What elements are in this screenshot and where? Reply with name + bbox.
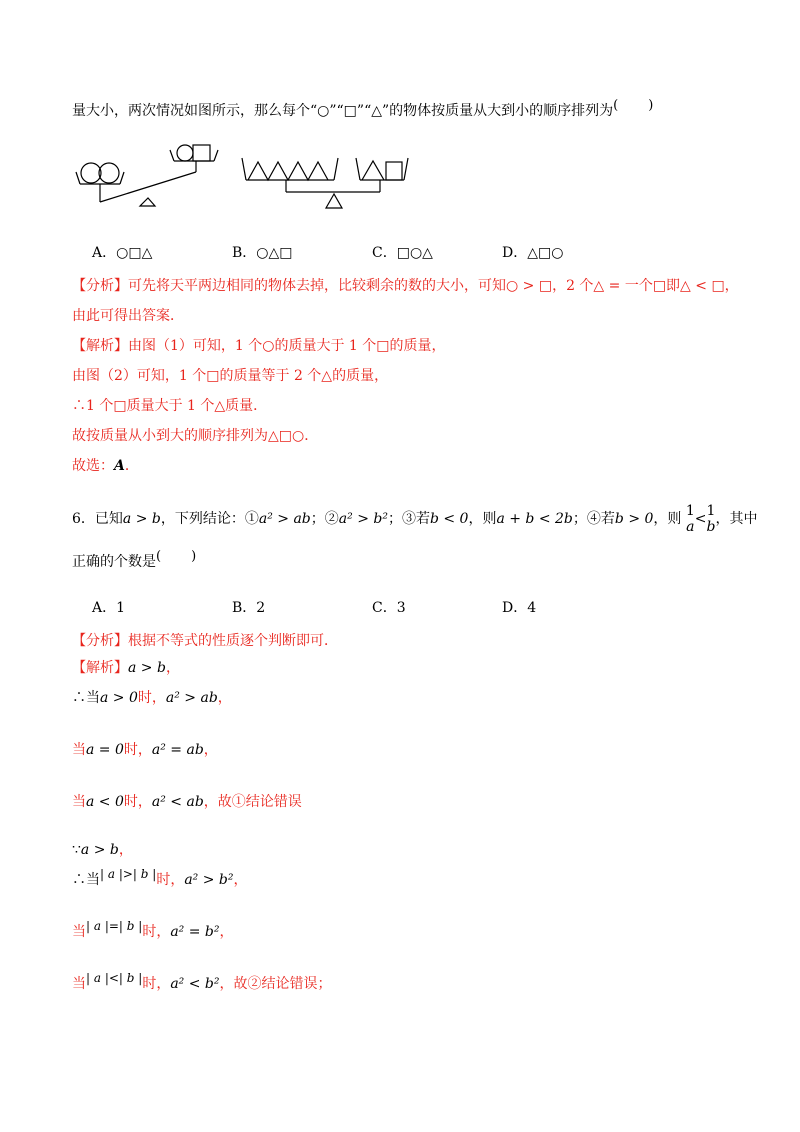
step-end: ，故①结论错误	[203, 794, 302, 810]
q6-answer-paren-close: )	[191, 549, 197, 564]
option-letter: C．	[372, 245, 397, 261]
step-condition: a > 0	[100, 690, 138, 706]
q6-conclusion-3-cond: b < 0	[429, 511, 469, 527]
option-letter: B．	[232, 245, 257, 261]
q6-conclusion-1: a² > ab	[258, 511, 311, 527]
step-mid: 时，	[123, 742, 152, 758]
q6-solution-head: 【解析】a > b，	[72, 660, 180, 676]
q6-fraction-1-over-a	[686, 503, 695, 535]
q6-step-4	[72, 840, 133, 860]
q6-line2-text: 正确的个数是	[72, 554, 156, 570]
q5-analysis-line-1: 【分析】可先将天平两边相同的物体去掉，比较剩余的数的大小，可知○ > □，2 个△ = 一个□即△ < □，	[72, 278, 739, 294]
q6-step-6	[72, 919, 234, 942]
option-letter: D．	[502, 600, 528, 616]
q5-stem-text: 量大小，两次情况如图所示，那么每个“○”“□”“△”的物体按质量从大到小的顺序排列为	[72, 103, 614, 119]
step-prefix: 当	[72, 794, 86, 810]
q5-answer-paren-open: (	[613, 98, 619, 113]
q6-sep-4b: ，则	[653, 511, 682, 527]
q6-step-1	[72, 688, 232, 708]
fraction-denominator: a	[686, 519, 695, 535]
step-prefix: 当	[72, 924, 86, 940]
option-text: □○△	[396, 245, 433, 261]
step-prefix: ∴当	[72, 872, 100, 888]
step-mid: 时，	[142, 976, 171, 992]
q6-option-a[interactable]	[92, 598, 125, 618]
q6-answer-paren-open: (	[156, 549, 162, 564]
balance-figure-1	[72, 140, 232, 215]
q6-conclusion-4-cond: b > 0	[614, 511, 654, 527]
option-text: △□○	[527, 245, 564, 261]
choice-letter: A	[114, 458, 125, 474]
q5-choice-line	[72, 456, 139, 476]
step-condition: a < 0	[86, 794, 124, 810]
step-mid: 时，	[156, 872, 185, 888]
q6-conclusion-3: a + b < 2b	[496, 511, 573, 527]
step-condition: | a |=| b |	[86, 919, 143, 933]
step-condition: | a |>| b |	[100, 867, 157, 881]
step-end: ，	[118, 842, 133, 858]
step-result: a² > b²	[184, 872, 234, 888]
q6-step-3	[72, 792, 302, 812]
step-result: a² = b²	[170, 924, 220, 940]
option-letter: C．	[372, 600, 397, 616]
q6-given: a > b	[122, 511, 161, 527]
q5-analysis-line-2: 由此可得出答案．	[72, 308, 184, 324]
step-result: a² = ab	[151, 742, 204, 758]
step-end: ，	[217, 690, 232, 706]
q6-step-2	[72, 740, 218, 760]
step-condition: | a |<| b |	[86, 971, 143, 985]
step-end: ，	[203, 742, 218, 758]
fraction-numerator: 1	[706, 503, 716, 519]
step-mid: 时，	[123, 794, 152, 810]
step-prefix: 当	[72, 742, 86, 758]
step-mid: 时，	[137, 690, 166, 706]
option-letter: A．	[92, 600, 117, 616]
q6-sep-3: ；③若	[387, 511, 430, 527]
step-end: ，	[233, 872, 248, 888]
q5-option-c[interactable]	[372, 243, 433, 263]
option-letter: A．	[92, 245, 117, 261]
choice-suffix: ．	[124, 458, 139, 474]
q5-answer-paren-close: )	[648, 98, 654, 113]
solution-given: a > b	[128, 660, 166, 676]
step-prefix: ∵	[72, 842, 81, 858]
q5-solution-line-1: 【解析】由图（1）可知，1 个○的质量大于 1 个□的质量，	[72, 338, 446, 354]
q5-stem	[72, 98, 654, 122]
choice-prefix: 故选：	[72, 458, 114, 474]
option-text: 4	[527, 600, 537, 616]
option-letter: D．	[502, 245, 528, 261]
q5-solution-line-4: 故按质量从小到大的顺序排列为△□○．	[72, 428, 319, 444]
q6-option-b[interactable]	[232, 598, 265, 618]
q6-mid: ，下列结论：①	[160, 511, 259, 527]
q6-analysis: 【分析】根据不等式的性质逐个判断即可．	[72, 633, 338, 649]
q5-solution-line-3: ∴1 个□质量大于 1 个△质量．	[72, 398, 268, 414]
q5-option-d[interactable]	[502, 243, 563, 263]
step-end: ，	[219, 924, 234, 940]
q6-tail: ，其中	[715, 511, 758, 527]
step-mid: 时，	[142, 924, 171, 940]
q6-less-than: <	[694, 511, 707, 527]
step-result: a² < b²	[170, 976, 220, 992]
option-text: ○△□	[256, 245, 293, 261]
q6-sep-3b: ，则	[468, 511, 497, 527]
step-condition: a > b	[80, 842, 119, 858]
q6-conclusion-2: a² > b²	[338, 511, 388, 527]
step-condition: a = 0	[86, 742, 124, 758]
solution-head: 【解析】	[72, 660, 128, 676]
step-prefix: ∴当	[72, 690, 100, 706]
fraction-denominator: b	[706, 519, 716, 535]
q5-option-b[interactable]	[232, 243, 293, 263]
step-result: a² < ab	[151, 794, 204, 810]
q6-option-d[interactable]	[502, 598, 536, 618]
option-text: 3	[396, 600, 406, 616]
q6-stem-line-1	[72, 503, 757, 535]
q5-option-a[interactable]	[92, 243, 152, 263]
q6-step-7	[72, 971, 332, 994]
q6-option-c[interactable]	[372, 598, 406, 618]
q6-stem-line-2	[72, 549, 197, 573]
q6-prefix: 6．已知	[72, 511, 123, 527]
option-letter: B．	[232, 600, 257, 616]
option-text: 2	[256, 600, 266, 616]
step-result: a² > ab	[165, 690, 218, 706]
q5-solution-line-2: 由图（2）可知，1 个□的质量等于 2 个△的质量，	[72, 368, 389, 384]
q6-sep-2: ；②	[310, 511, 339, 527]
step-prefix: 当	[72, 976, 86, 992]
q6-step-5	[72, 867, 248, 890]
fraction-numerator: 1	[685, 503, 695, 519]
q6-sep-4: ；④若	[572, 511, 615, 527]
option-text: 1	[116, 600, 126, 616]
option-text: ○□△	[116, 245, 153, 261]
step-end: ，故②结论错误；	[219, 976, 332, 992]
balance-figure-2	[238, 150, 418, 212]
